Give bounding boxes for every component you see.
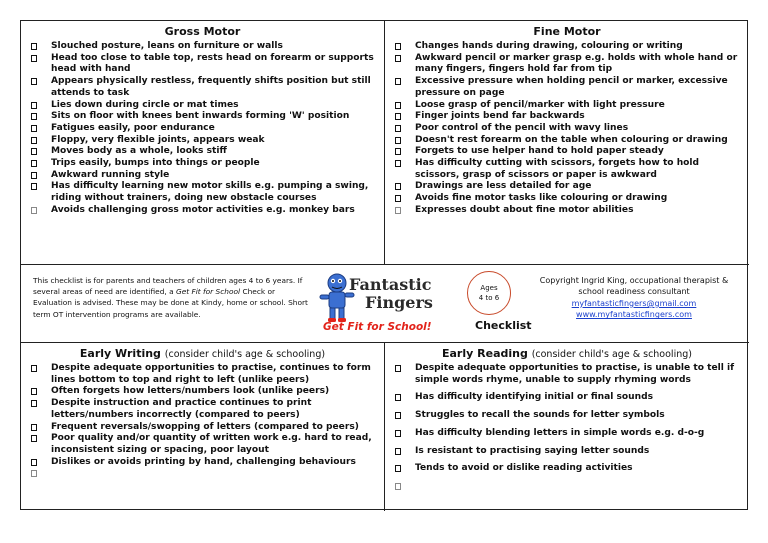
checkbox[interactable] [31,207,37,214]
info-banner [21,265,749,343]
checklist-item-text: Awkward pencil or marker grasp e.g. holds with whole hand or many fingers, fingers hold far from tip [415,52,738,75]
checkbox[interactable] [395,448,401,455]
checkbox[interactable] [395,394,401,401]
checklist-item [395,446,741,458]
checklist-item [31,111,376,123]
checklist-item-text: Forgets to use helper hand to hold paper steady [415,146,664,157]
checkbox[interactable] [395,43,401,50]
checkbox[interactable] [31,102,37,109]
checkbox[interactable] [395,207,401,214]
checklist-item-text: Dislikes or avoids printing by hand, challenging behaviours [51,456,356,467]
checklist-item-text: Doesn't rest forearm on the table when colouring or drawing [415,134,728,145]
checkbox[interactable] [395,125,401,132]
checklist-item-text: Drawings are less detailed for age [415,181,592,192]
checklist-item-text: Poor control of the pencil with wavy lines [415,122,629,133]
checklist-item [31,53,376,76]
checklist-item [395,392,741,404]
checklist-item [31,457,376,469]
checkbox[interactable] [31,400,37,407]
checklist-item-text: Moves body as a whole, looks stiff [51,146,227,157]
early-writing-section [21,343,385,511]
checklist-item-text: Frequent reversals/swopping of letters (compared to peers) [51,421,359,432]
checkbox[interactable] [31,183,37,190]
checklist-item [31,205,376,217]
checkbox[interactable] [31,459,37,466]
checklist-item-text: Awkward running style [51,169,170,180]
gross-motor-list [21,41,384,217]
website-link[interactable]: www.myfantasticfingers.com [576,310,692,320]
checklist-item [395,410,741,422]
brand-name-line2: Fingers [365,293,433,312]
fantastic-fingers-logo [317,271,467,339]
checklist-item [31,398,376,421]
checklist-item [31,123,376,135]
checklist-item [395,41,741,53]
checklist-item [31,181,376,204]
checkbox[interactable] [31,43,37,50]
checkbox[interactable] [395,465,401,472]
checklist-label: Checklist [475,319,532,332]
checklist-item-text: Often forgets how letters/numbers look (unlike peers) [51,386,330,397]
ages-badge [467,271,511,315]
checklist-item [395,193,741,205]
checklist-item-text: Changes hands during drawing, colouring or writing [415,41,683,51]
contact-block [529,275,739,321]
checklist-item [31,76,376,99]
checklist-item [395,463,741,475]
gross-motor-title: Gross Motor [164,25,241,38]
ages-label: Ages [480,284,498,292]
checklist-item-text: Struggles to recall the sounds for letter symbols [415,410,665,421]
checkbox[interactable] [395,365,401,372]
checkbox[interactable] [395,195,401,202]
checkbox[interactable] [31,435,37,442]
checkbox[interactable] [395,412,401,419]
checklist-item [395,205,741,217]
fine-motor-list [385,41,749,217]
intro-text [33,275,315,320]
fine-motor-section [385,21,749,265]
early-reading-section [385,343,749,511]
checkbox[interactable] [395,137,401,144]
tagline: Get Fit for School! [323,321,432,333]
early-reading-list [385,363,749,475]
checkbox[interactable] [31,55,37,62]
checkbox[interactable] [31,113,37,120]
checklist-item-text: Fatigues easily, poor endurance [51,122,215,133]
checklist-item-text: Has difficulty identifying initial or final sounds [415,392,654,403]
checkbox[interactable] [31,148,37,155]
checklist-item [31,41,376,53]
checklist-item-text: Appears physically restless, frequently shifts position but still attends to task [51,76,371,98]
checklist-item [31,433,376,456]
checklist-item [395,135,741,147]
checklist-item [31,386,376,398]
early-reading-subtitle: (consider child's age & schooling) [531,349,692,360]
checklist-item-text: Is resistant to practising saying letter sounds [415,445,650,456]
checklist-item-text: Head too close to table top, rests head on forearm or supports head with hand [51,52,374,75]
checklist-item-text: Despite instruction and practice continues to print letters/numbers incorrectly (compared to peers) [51,398,312,420]
checkbox[interactable] [395,483,401,490]
intro-text-part1: This checklist is for parents and teachers of children ages 4 to 6 years. If several areas of need are identified, a [33,276,303,297]
checkbox[interactable] [395,55,401,62]
checkbox[interactable] [395,102,401,109]
checkbox[interactable] [31,388,37,395]
early-reading-heading: Early Reading [442,347,528,360]
checklist-item [31,363,376,386]
checklist-item [31,158,376,170]
checklist-item-text: Despite adequate opportunities to practise, is unable to tell if simple words rhyme, unable to supply rhyming words [415,363,735,385]
checklist-item-text: Sits on floor with knees bent inwards forming 'W' position [51,111,350,122]
checklist-item-text: Loose grasp of pencil/marker with light pressure [415,99,665,110]
email-link[interactable]: myfantasticfingers@gmail.com [571,298,697,308]
checkbox[interactable] [31,137,37,144]
checklist-item [31,135,376,147]
checklist-item [31,170,376,182]
checklist-item [31,422,376,434]
early-reading-title [385,343,749,363]
checklist-item [395,111,741,123]
checklist-item [395,158,741,181]
checklist-item [31,100,376,112]
checkbox[interactable] [395,430,401,437]
checklist-item-text: Trips easily, bumps into things or people [51,158,260,169]
checkbox[interactable] [31,424,37,431]
checkbox[interactable] [31,160,37,167]
checklist-item [31,146,376,158]
gross-motor-section [21,21,385,265]
ages-range: 4 to 6 [478,294,500,302]
checkbox[interactable] [395,148,401,155]
checklist-item [395,428,741,440]
checklist-item-text: Avoids fine motor tasks like colouring or drawing [415,193,668,204]
checklist-item-text: Expresses doubt about fine motor abilities [415,204,634,215]
checkbox[interactable] [31,172,37,179]
checklist-item [395,181,741,193]
checklist-item-text: Finger joints bend far backwards [415,111,585,122]
checklist-item-text: Avoids challenging gross motor activities e.g. monkey bars [51,204,355,215]
checkbox[interactable] [31,125,37,132]
checkbox[interactable] [31,365,37,372]
checkbox[interactable] [395,160,401,167]
checkbox[interactable] [395,113,401,120]
copyright-text: Copyright Ingrid King, occupational therapist & school readiness consultant [539,276,729,297]
checklist-item-text: Slouched posture, leans on furniture or walls [51,41,283,51]
early-writing-list [21,363,384,468]
checkbox[interactable] [395,183,401,190]
fine-motor-title: Fine Motor [533,25,601,38]
checklist-item [395,76,741,99]
intro-text-part2: Check or Evaluation is advised. These may be done at Kindy, home or school. Short term OT intervention programs are available. [33,287,308,319]
checklist-item [395,100,741,112]
checklist-item [395,146,741,158]
intro-text-emphasis: Get Fit for School [175,287,241,297]
checklist-item [395,53,741,76]
checklist-item-text: Despite adequate opportunities to practise, continues to form lines bottom to top and right to left (unlike peers) [51,363,371,385]
brand-name-line1: Fantastic [349,275,432,294]
checklist-item-text: Excessive pressure when holding pencil or marker, excessive pressure on page [415,76,728,98]
early-writing-subtitle: (consider child's age & schooling) [164,349,326,360]
checklist-item-text: Poor quality and/or quantity of written work e.g. hard to read, inconsistent sizing or spacing, poor layout [51,433,372,455]
early-writing-heading: Early Writing [79,347,161,360]
checklist-item-text: Tends to avoid or dislike reading activities [415,463,633,474]
early-writing-title [21,343,384,363]
checklist-sheet [20,20,748,510]
checkbox[interactable] [31,470,37,477]
checklist-item-text: Has difficulty cutting with scissors, forgets how to hold scissors, grasp of scissors or paper is awkward [415,158,700,180]
checkbox[interactable] [31,78,37,85]
checkbox[interactable] [395,78,401,85]
checklist-item-text: Floppy, very flexible joints, appears weak [51,134,265,145]
checklist-item-text: Has difficulty blending letters in simple words e.g. d-o-g [415,427,705,438]
checklist-item-text: Lies down during circle or mat times [51,99,239,110]
checklist-item [395,123,741,135]
checklist-item-text: Has difficulty learning new motor skills e.g. pumping a swing, riding without trainers, doing new obstacle courses [51,181,369,204]
checklist-item [395,363,741,386]
